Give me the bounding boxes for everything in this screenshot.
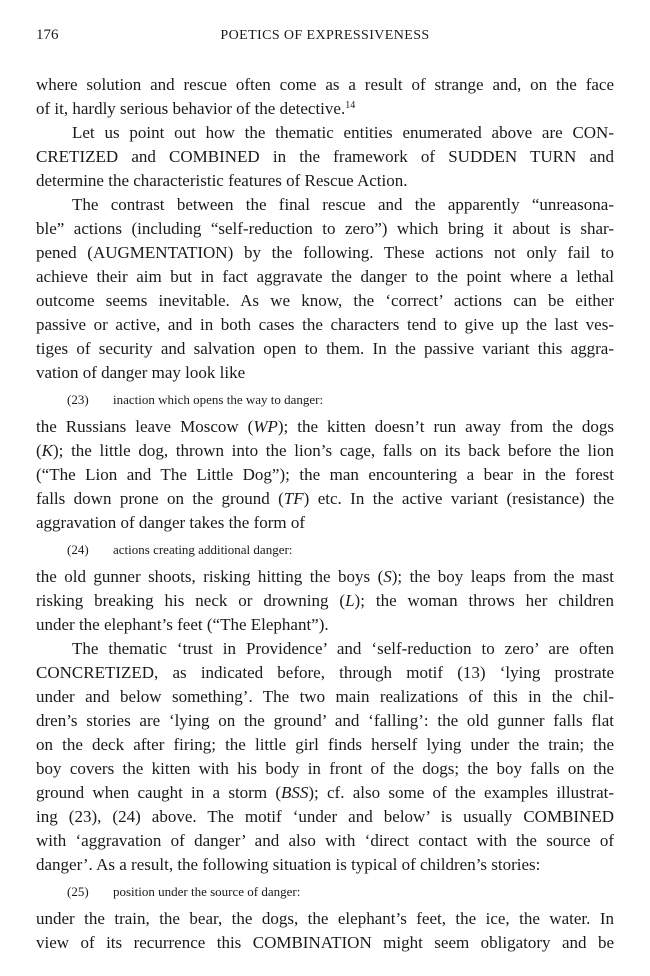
text-line: CONCRETIZED, as indicated before, through motif (13) ‘lying prostrate <box>36 663 614 682</box>
example-25: (25) position under the source of danger: <box>67 884 301 899</box>
example-23: (23) inaction which opens the way to danger: <box>67 392 324 407</box>
text-line: The contrast between the final rescue and the apparently “unreasona- <box>72 195 614 214</box>
body-text <box>36 73 614 955</box>
text-line: aggravation of danger takes the form of <box>36 513 306 532</box>
text-line: tiges of security and salvation open to them. In the passive variant this aggra- <box>36 339 614 358</box>
text-line: falls down prone on the ground (TF) etc. In the active variant (resistance) the <box>36 489 614 508</box>
text-line: with ‘aggravation of danger’ and also with ‘direct contact with the source of <box>36 831 614 850</box>
text-line: achieve their aim but in fact aggravate the danger to the point where a lethal <box>36 267 614 286</box>
text-line: Let us point out how the thematic entities enumerated above are CON- <box>72 123 614 142</box>
example-24: (24) actions creating additional danger: <box>67 542 293 557</box>
text-line: view of its recurrence this COMBINATION might seem obligatory and be <box>36 933 614 952</box>
text-line: on the deck after firing; the little girl finds herself lying under the train; the <box>36 735 614 754</box>
page-number: 176 <box>36 27 59 43</box>
text-line: danger’. As a result, the following situation is typical of children’s stories: <box>36 855 541 874</box>
text-line: the Russians leave Moscow (WP); the kitten doesn’t run away from the dogs <box>36 417 614 436</box>
text-line: The thematic ‘trust in Providence’ and ‘self-reduction to zero’ are often <box>72 639 614 658</box>
text-line: under and below something’. The two main realizations of this in the chil- <box>36 687 614 706</box>
text-line: the old gunner shoots, risking hitting the boys (S); the boy leaps from the mast <box>36 567 614 586</box>
text-line: vation of danger may look like <box>36 363 246 382</box>
text-line: passive or active, and in both cases the characters tend to give up the last ves- <box>36 315 614 334</box>
text-line: (K); the little dog, thrown into the lion’s cage, falls on its back before the lion <box>36 441 614 460</box>
text-line: boy covers the kitten with his body in front of the dogs; the boy falls on the <box>36 759 614 778</box>
text-line: ground when caught in a storm (BSS); cf. also some of the examples illustrat- <box>36 783 614 802</box>
text-line: (“The Lion and The Little Dog”); the man encountering a bear in the forest <box>36 465 614 484</box>
text-line: outcome seems inevitable. As we know, the ‘correct’ actions can be either <box>36 291 614 310</box>
text-line: risking breaking his neck or drowning (L); the woman throws her children <box>36 591 614 610</box>
running-header <box>36 27 614 47</box>
text-line: ing (23), (24) above. The motif ‘under and below’ is usually COMBINED <box>36 807 614 826</box>
text-line: dren’s stories are ‘lying on the ground’ and ‘falling’: the old gunner falls flat <box>36 711 614 730</box>
running-title: POETICS OF EXPRESSIVENESS <box>220 28 430 43</box>
footnote-ref: 14 <box>345 100 356 111</box>
text-line: where solution and rescue often come as a result of strange and, on the face <box>36 75 614 94</box>
text-line: determine the characteristic features of Rescue Action. <box>36 171 408 190</box>
text-line: of it, hardly serious behavior of the detective.$^{14}$ <box>36 99 356 118</box>
text-line: under the train, the bear, the dogs, the elephant’s feet, the ice, the water. In <box>36 909 614 928</box>
text-line: under the elephant’s feet (“The Elephant”). <box>36 615 329 634</box>
text-line: CRETIZED and COMBINED in the framework of SUDDEN TURN and <box>36 147 614 166</box>
text-line: pened (AUGMENTATION) by the following. These actions not only fail to <box>36 243 614 262</box>
text-line: ble” actions (including “self-reduction to zero”) which bring it about is shar- <box>36 219 614 238</box>
